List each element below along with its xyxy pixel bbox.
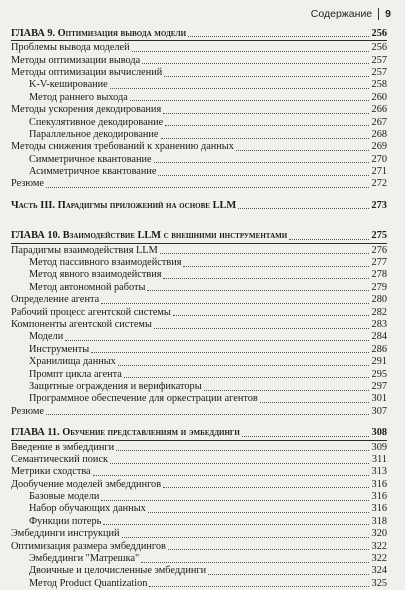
subsection-entry[interactable] [11,566,387,578]
entry-title: Методы оптимизации вычислений [11,66,163,78]
dot-leader [93,474,369,476]
entry-title: Дообучение моделей эмбеддингов [11,478,162,490]
subsection-entry[interactable] [11,344,387,356]
entry-title: Резюме [11,405,44,417]
entry-page-number: 280 [371,294,387,306]
dot-leader [132,50,369,52]
entry-title: Методы снижения требований к хранению данных [11,141,234,153]
part-heading[interactable] [11,200,387,212]
entry-page-number: 273 [371,199,387,211]
entry-title: Программное обеспечение для оркестрации агентов [29,393,258,405]
entry-page-number: 266 [371,104,387,116]
entry-page-number: 322 [371,553,387,565]
entry-page-number: 270 [371,153,387,165]
section-entry[interactable] [11,454,387,466]
entry-title: ГЛАВА 11. Обучение представлениям и эмбеддинги [11,427,240,439]
header-divider [378,8,379,20]
entry-title: Введение в эмбеддинги [11,441,115,453]
dot-leader [204,389,369,391]
dot-leader [110,87,369,89]
subsection-entry[interactable] [11,166,387,178]
subsection-entry[interactable] [11,129,387,141]
entry-title: ГЛАВА 10. Взаимодействие LLM с внешними инструментами [11,230,288,242]
entry-page-number: 297 [371,380,387,392]
subsection-entry[interactable] [11,578,387,590]
entry-title: Определение агента [11,294,100,306]
entry-title: Резюме [11,178,44,190]
entry-title: Компоненты агентской системы [11,319,152,330]
dot-leader [289,238,369,240]
entry-title: Метрики сходства [11,466,91,478]
dot-leader [103,523,369,525]
entry-page-number: 307 [371,405,387,417]
subsection-entry[interactable] [11,117,387,129]
entry-title: Базовые модели [29,491,100,503]
entry-title: Проблемы вывода моделей [11,42,130,54]
entry-page-number: 257 [371,66,387,78]
dot-leader [142,62,369,64]
dot-leader [101,499,369,501]
section-entry[interactable] [11,307,387,319]
entry-title: Методы ускорения декодирования [11,104,162,116]
section-entry[interactable] [11,541,387,553]
entry-page-number: 309 [371,441,387,453]
subsection-entry[interactable] [11,80,387,92]
entry-page-number: 268 [371,128,387,140]
dot-leader [163,277,369,279]
entry-title: Хранилища данных [29,356,116,368]
entry-page-number: 256 [371,27,387,39]
section-entry[interactable] [11,42,387,54]
entry-title: Метод пассивного взаимодействия [29,257,182,269]
subsection-entry[interactable] [11,257,387,269]
entry-title: K-V-кеширование [29,79,108,91]
entry-page-number: 256 [371,42,387,54]
dot-leader [122,536,369,538]
subsection-entry[interactable] [11,491,387,503]
subsection-entry[interactable] [11,270,387,282]
header-title: Содержание [310,8,373,20]
subsection-entry[interactable] [11,154,387,166]
entry-title: Двоичные и целочисленные эмбеддинги [29,565,207,577]
dot-leader [160,252,369,254]
dot-leader [91,351,369,353]
entry-page-number: 282 [371,306,387,318]
section-gap [11,191,387,200]
entry-title: Симметричное квантование [29,153,152,165]
dot-leader [154,327,369,329]
dot-leader [236,149,369,151]
header-page-number: 9 [385,8,391,20]
dot-leader [164,75,369,77]
dot-leader [118,364,369,366]
entry-page-number: 275 [371,230,387,242]
entry-title: Семантический поиск [11,453,109,465]
entry-page-number: 318 [371,515,387,527]
entry-page-number: 320 [371,528,387,540]
entry-title: Рабочий процесс агентской системы [11,306,171,318]
entry-page-number: 322 [371,540,387,552]
entry-title: Метод явного взаимодействия [29,269,162,281]
entry-page-number: 286 [371,343,387,355]
table-of-contents [11,28,387,590]
entry-page-number: 260 [371,91,387,103]
entry-page-number: 295 [371,368,387,380]
running-header [311,6,391,22]
dot-leader [173,314,369,316]
entry-page-number: 269 [371,141,387,153]
section-entry[interactable] [11,142,387,154]
entry-title: Метод Product Quantization [29,577,148,589]
entry-page-number: 316 [371,491,387,503]
dot-leader [168,548,369,550]
dot-leader [158,174,369,176]
entry-page-number: 283 [371,319,387,330]
dot-leader [141,561,369,563]
entry-page-number: 276 [371,244,387,256]
chapter-heading[interactable] [11,230,387,242]
entry-page-number: 316 [371,478,387,490]
section-entry[interactable] [11,55,387,67]
entry-page-number: 277 [371,257,387,269]
dot-leader [242,435,369,437]
section-entry[interactable] [11,467,387,479]
section-entry[interactable] [11,528,387,540]
dot-leader [165,124,369,126]
entry-title: Спекулятивное декодирование [29,116,164,128]
dot-leader [208,573,369,575]
entry-title: Метод раннего выхода [29,91,128,103]
entry-title: Функции потерь [29,515,102,527]
entry-page-number: 311 [371,453,387,465]
dot-leader [110,462,369,464]
entry-page-number: 313 [371,466,387,478]
entry-page-number: 324 [371,565,387,577]
entry-title: Инструменты [29,343,90,355]
entry-title: Эмбеддинги инструкций [11,528,120,540]
section-entry[interactable] [11,67,387,79]
section-entry[interactable] [11,406,387,418]
entry-title: Промпт цикла агента [29,368,122,380]
section-gap [11,221,387,230]
subsection-entry[interactable] [11,394,387,406]
entry-title: Часть III. Парадигмы приложений на основе LLM [11,199,237,211]
dot-leader [163,112,369,114]
dot-leader [65,339,369,341]
entry-page-number: 316 [371,503,387,515]
entry-title: Оптимизация размера эмбеддингов [11,540,166,552]
entry-title: ГЛАВА 9. Оптимизация вывода модели [11,27,187,39]
entry-page-number: 272 [371,178,387,190]
entry-title: Парадигмы взаимодействия LLM [11,244,158,256]
dot-leader [238,207,369,209]
subsection-entry[interactable] [11,381,387,393]
subsection-entry[interactable] [11,504,387,516]
subsection-entry[interactable] [11,282,387,294]
section-gap [11,212,387,221]
section-entry[interactable] [11,104,387,116]
entry-title: Методы оптимизации вывода [11,54,141,66]
dot-leader [101,302,369,304]
entry-page-number: 284 [371,331,387,343]
dot-leader [124,376,369,378]
entry-page-number: 267 [371,116,387,128]
section-entry[interactable] [11,294,387,306]
dot-leader [154,161,369,163]
dot-leader [260,401,369,403]
entry-page-number: 301 [371,393,387,405]
entry-title: Модели [29,331,64,343]
entry-page-number: 278 [371,269,387,281]
subsection-entry[interactable] [11,553,387,565]
entry-page-number: 271 [371,166,387,178]
dot-leader [163,486,369,488]
entry-title: Параллельное декодирование [29,128,159,140]
section-entry[interactable] [11,179,387,191]
entry-title: Метод автономной работы [29,281,146,293]
section-gap [11,418,387,427]
entry-title: Защитные ограждения и верификаторы [29,380,202,392]
subsection-entry[interactable] [11,369,387,381]
section-entry[interactable] [11,245,387,257]
chapter-heading[interactable] [11,427,387,439]
entry-page-number: 279 [371,281,387,293]
section-entry[interactable] [11,479,387,491]
subsection-entry[interactable] [11,92,387,104]
chapter-heading[interactable] [11,28,387,40]
entry-page-number: 257 [371,54,387,66]
dot-leader [116,449,369,451]
entry-title: Асимметричное квантование [29,166,157,178]
dot-leader [46,413,369,415]
subsection-entry[interactable] [11,516,387,528]
dot-leader [161,137,369,139]
dot-leader [188,35,369,37]
dot-leader [148,511,369,513]
entry-page-number: 308 [371,427,387,439]
entry-page-number: 325 [371,577,387,589]
dot-leader [183,265,369,267]
entry-title: Набор обучающих данных [29,503,146,515]
dot-leader [46,186,369,188]
entry-page-number: 291 [371,356,387,368]
subsection-entry[interactable] [11,332,387,344]
dot-leader [130,99,369,101]
section-entry[interactable] [11,319,387,331]
dot-leader [149,585,369,587]
subsection-entry[interactable] [11,356,387,368]
entry-page-number: 258 [371,79,387,91]
dot-leader [147,289,369,291]
entry-title: Эмбеддинги "Матрешка" [29,553,140,565]
section-entry[interactable] [11,442,387,454]
